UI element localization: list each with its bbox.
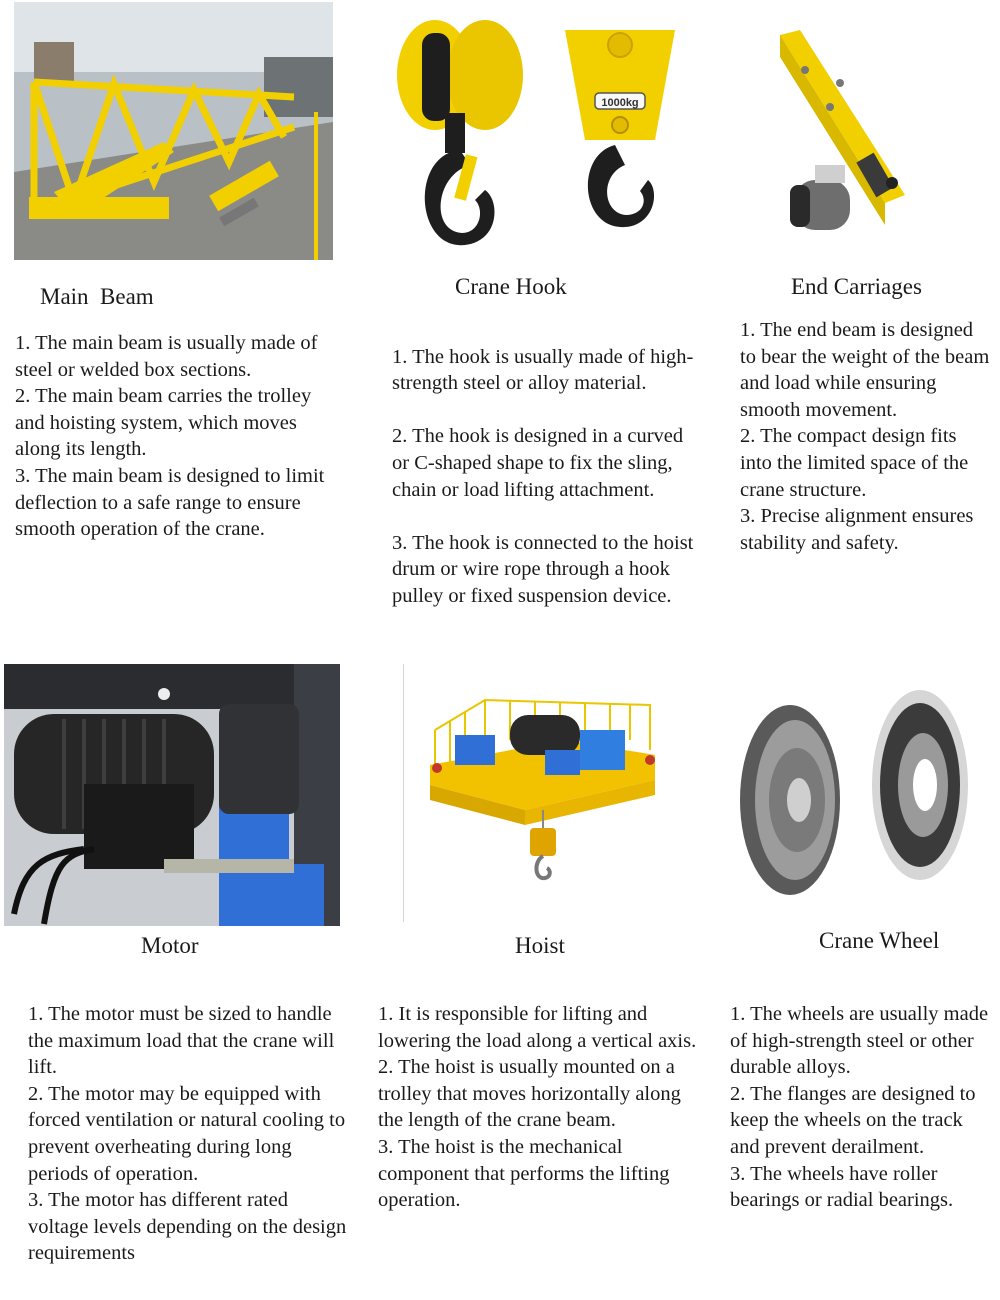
crane-hook-description [392,317,702,636]
hook-capacity-label: 1000kg [601,97,639,109]
crane-wheel-point-1: 1. The wheels are usually made of high-strength steel or other durable alloys. [730,1003,989,1079]
crane-wheel-description [730,1001,996,1214]
crane-wheel-image [735,685,975,900]
motor-point-3: 3. The motor has different rated voltage levels depending on the design requirements [28,1189,347,1265]
card-title-crane-wheel: Crane Wheel [819,928,940,953]
end-carriages-image [770,25,910,250]
end-carriages-point-3: 3. Precise alignment ensures stability and safety. [740,505,974,554]
main-beam-point-3: 3. The main beam is designed to limit deflection to a safe range to ensure smooth operation of the crane. [15,464,325,541]
card-title-crane-hook: Crane Hook [455,274,567,299]
hoist-description [378,1001,708,1214]
end-carriages-description [740,317,990,556]
crane-wheel-point-2: 2. The flanges are designed to keep the wheels on the track and prevent derailment. [730,1082,976,1158]
hoist-image [425,680,660,890]
main-beam-point-1: 1. The main beam is usually made of steel or welded box sections. [15,332,318,381]
hoist-point-1: 1. It is responsible for lifting and lowering the load along a vertical axis. [378,1003,697,1052]
crane-wheel-point-3: 3. The wheels have roller bearings or radial bearings. [730,1162,954,1212]
crane-hook-point-2: 2. The hook is designed in a curved or C-shaped shape to fix the sling, chain or load lifting attachment. [392,425,684,501]
main-beam-description [15,330,345,543]
motor-point-1: 1. The motor must be sized to handle the maximum load that the crane will lift. [28,1003,335,1079]
card-title-hoist: Hoist [515,933,565,958]
end-carriages-point-1: 1. The end beam is designed to bear the weight of the beam and load while ensuring smooth movement. [740,319,990,421]
card-title-end-carriages: End Carriages [791,274,922,299]
crane-hook-point-3: 3. The hook is connected to the hoist drum or wire rope through a hook pulley or fixed suspension device. [392,531,694,607]
motor-image [4,664,340,926]
end-carriages-point-2: 2. The compact design fits into the limited space of the crane structure. [740,425,969,501]
image-divider [403,664,404,922]
main-beam-point-2: 2. The main beam carries the trolley and hoisting system, which moves along its length. [15,385,312,461]
motor-point-2: 2. The motor may be equipped with forced ventilation or natural cooling to prevent overheating during long periods of operation. [28,1082,346,1185]
hoist-point-2: 2. The hoist is usually mounted on a trolley that moves horizontally along the length of the crane beam. [378,1056,681,1132]
main-beam-image [14,2,333,260]
motor-description [28,1001,350,1267]
card-title-motor: Motor [141,933,199,958]
crane-hook-image [390,5,690,255]
crane-hook-point-1: 1. The hook is usually made of high-strength steel or alloy material. [392,345,694,395]
hoist-point-3: 3. The hoist is the mechanical component that performs the lifting operation. [378,1135,670,1212]
card-title-main-beam: Main Beam [40,284,154,309]
